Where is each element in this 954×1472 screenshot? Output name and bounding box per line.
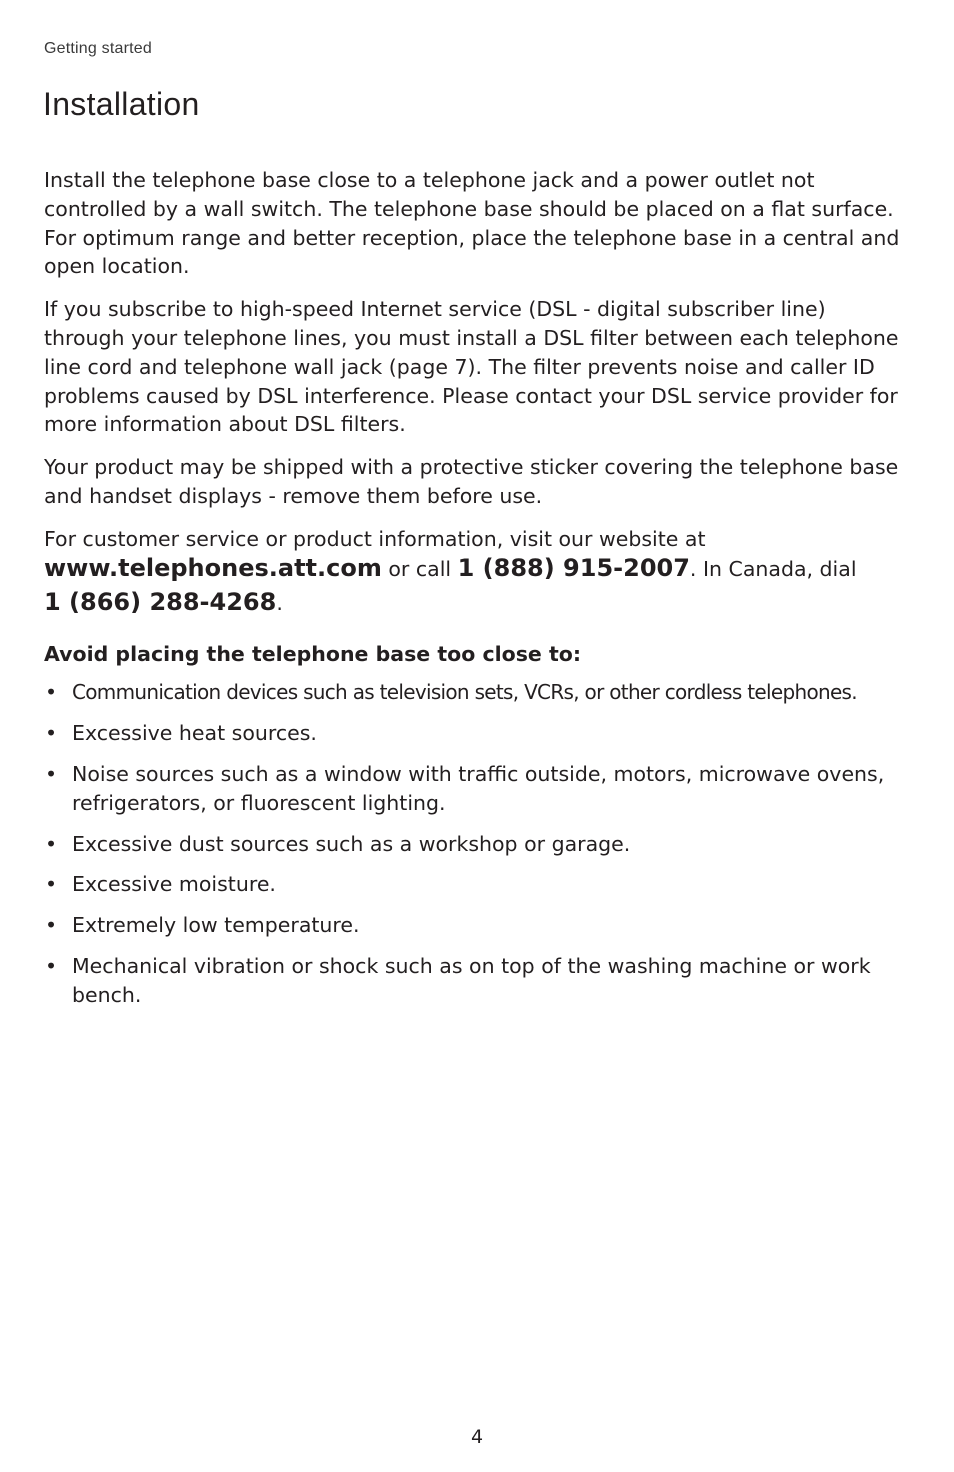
page-title: Installation	[43, 86, 200, 122]
list-item	[44, 678, 904, 707]
phone-number-canada: 1 (866) 288-4268	[44, 587, 277, 616]
list-item-text: Excessive dust sources such as a workshop or garage.	[72, 831, 631, 856]
contact-or-call: or call	[381, 556, 458, 581]
list-item-text: Excessive heat sources.	[72, 721, 317, 746]
section-label: Getting started	[44, 40, 152, 57]
bullet-icon: •	[44, 872, 58, 897]
list-item	[44, 760, 904, 818]
bullet-icon: •	[44, 761, 58, 786]
list-item-text: Mechanical vibration or shock such as on top of the washing machine or work bench.	[72, 953, 871, 1007]
list-item-text: Noise sources such as a window with traffic outside, motors, microwave ovens, refrigerators, or fluorescent lighting.	[72, 761, 885, 815]
website-link[interactable]: www.telephones.att.com	[44, 553, 382, 582]
page-body	[44, 166, 904, 1022]
bullet-icon: •	[44, 913, 58, 938]
list-item	[44, 830, 904, 859]
contact-end: .	[276, 590, 283, 615]
avoid-list	[44, 678, 904, 1009]
bullet-icon: •	[44, 831, 58, 856]
bullet-icon: •	[44, 721, 58, 746]
paragraph-dsl-filter: If you subscribe to high-speed Internet service (DSL - digital subscriber line) through your telephone lines, you must install a DSL filter between each telephone line cord and telephone wall jack (page 7). The filter prevents noise and caller ID problems caused by DSL interference. Please contact your DSL service provider for more information about DSL filters.	[44, 297, 899, 437]
bullet-icon: •	[44, 953, 58, 978]
paragraph-contact-intro: For customer service or product information, visit our website at	[44, 526, 706, 551]
paragraph-installation-location: Install the telephone base close to a telephone jack and a power outlet not controlled by a wall switch. The telephone base should be placed on a flat surface. For optimum range and better reception, place the telephone base in a central and open location.	[44, 168, 900, 279]
list-item	[44, 952, 904, 1010]
list-item-text: Communication devices such as television sets, VCRs, or other cordless telephones.	[72, 680, 857, 705]
list-item	[44, 870, 904, 899]
avoid-heading: Avoid placing the telephone base too close to:	[44, 641, 582, 666]
bullet-icon: •	[44, 680, 58, 705]
paragraph-contact-details	[44, 552, 904, 620]
list-item	[44, 719, 904, 748]
contact-canada-text: . In Canada, dial	[689, 556, 857, 581]
paragraph-protective-sticker: Your product may be shipped with a protective sticker covering the telephone base and handset displays - remove them before use.	[44, 455, 899, 508]
phone-number-us: 1 (888) 915-2007	[457, 553, 690, 582]
list-item	[44, 911, 904, 940]
list-item-text: Extremely low temperature.	[72, 913, 360, 938]
list-item-text: Excessive moisture.	[72, 872, 276, 897]
page-number: 4	[470, 1426, 484, 1448]
